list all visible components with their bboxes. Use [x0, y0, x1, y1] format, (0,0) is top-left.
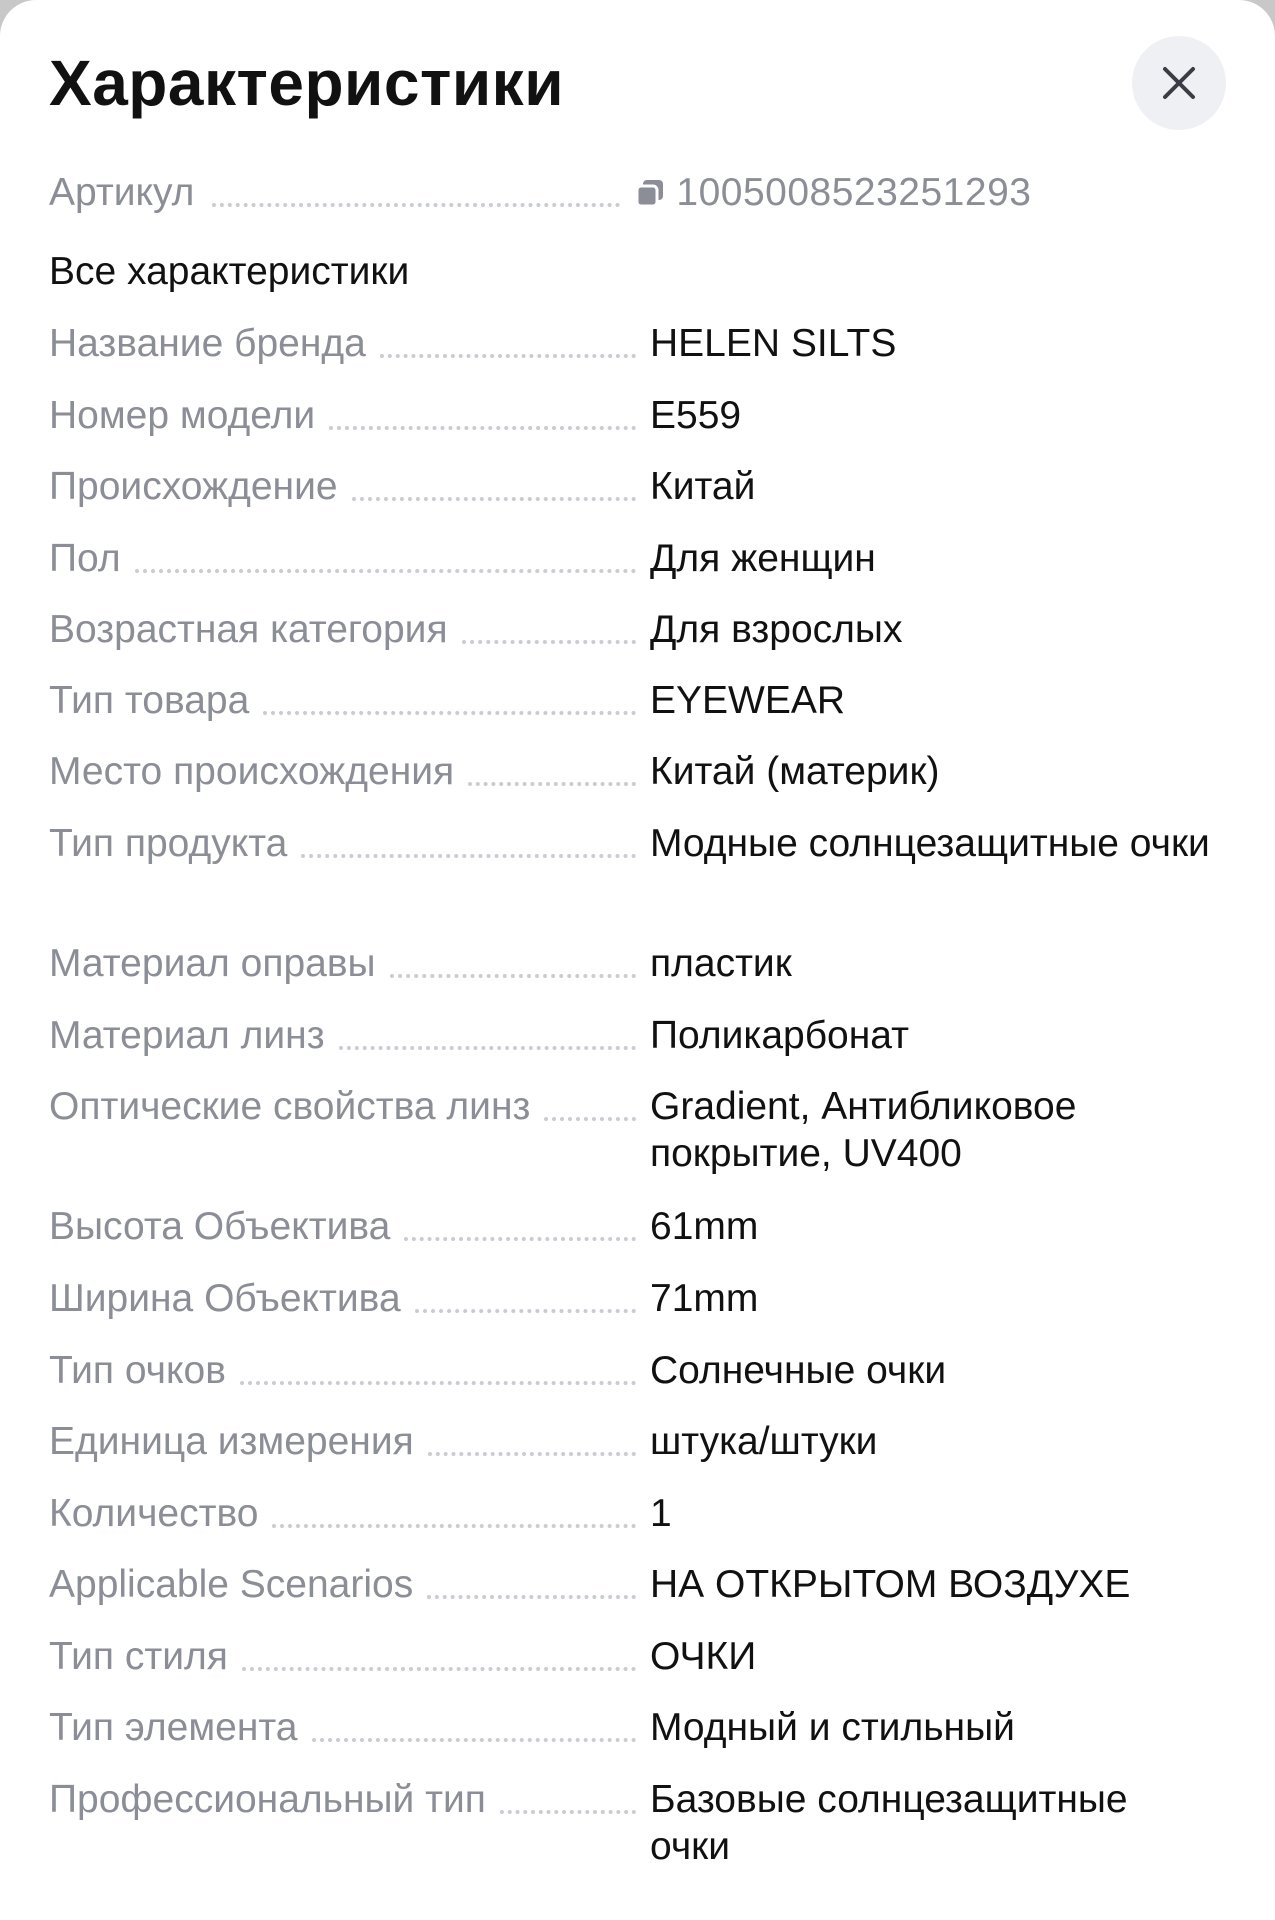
spec-value: 1	[650, 1492, 672, 1535]
spec-label: Оптические свойства линз	[49, 1085, 531, 1128]
spec-label-wrap	[49, 1559, 636, 1611]
spec-label: Единица измерения	[49, 1420, 414, 1463]
spec-label: Название бренда	[49, 322, 366, 365]
spec-label: Applicable Scenarios	[49, 1563, 414, 1606]
spec-label-wrap	[49, 818, 636, 870]
spec-label-wrap	[49, 1081, 636, 1133]
dot-leader	[301, 852, 636, 858]
spec-label-wrap	[49, 1702, 636, 1754]
dot-leader	[380, 352, 636, 358]
spec-value: Модные солнцезащитные очки	[650, 822, 1210, 865]
spec-label-wrap	[49, 533, 636, 585]
spec-label: Происхождение	[49, 465, 338, 508]
page-title: Характеристики	[49, 47, 565, 119]
spec-label-wrap	[49, 461, 636, 513]
spec-label-wrap	[49, 604, 636, 656]
spec-label: Ширина Объектива	[49, 1277, 401, 1320]
dot-leader	[312, 1736, 637, 1742]
dot-leader	[329, 424, 636, 430]
spec-value: Китай	[650, 465, 756, 508]
spec-label-wrap	[49, 1345, 636, 1397]
spec-label-wrap	[49, 1631, 636, 1683]
spec-label: Тип товара	[49, 679, 250, 722]
spec-label: Материал линз	[49, 1014, 325, 1057]
spec-label-wrap	[49, 1201, 636, 1253]
spec-value: EYEWEAR	[650, 679, 846, 722]
spec-label-wrap	[49, 1774, 636, 1826]
dot-leader	[390, 972, 636, 978]
dot-leader	[544, 1115, 636, 1121]
spec-value: Поликарбонат	[650, 1014, 909, 1057]
spec-value: Для взрослых	[650, 608, 903, 651]
spec-label: Тип элемента	[49, 1706, 298, 1749]
spec-value: 71mm	[650, 1277, 759, 1320]
spec-value: HELEN SILTS	[650, 322, 897, 365]
spec-label: Профессиональный тип	[49, 1778, 486, 1821]
dot-leader	[352, 495, 636, 501]
spec-label-wrap	[49, 1488, 636, 1540]
dot-leader	[212, 199, 620, 207]
spec-label: Материал оправы	[49, 942, 376, 985]
spec-label: Высота Объектива	[49, 1205, 391, 1248]
spec-label: Номер модели	[49, 394, 316, 437]
spec-label-wrap	[49, 675, 636, 727]
spec-value: Солнечные очки	[650, 1349, 947, 1392]
dot-leader	[339, 1044, 636, 1050]
spec-label: Пол	[49, 537, 121, 580]
dot-leader	[242, 1665, 636, 1671]
spec-value: Китай (материк)	[650, 750, 940, 793]
spec-label: Тип продукта	[49, 822, 288, 865]
dot-leader	[462, 638, 636, 644]
spec-label-wrap	[49, 1010, 636, 1062]
spec-label-wrap	[49, 318, 636, 370]
spec-label-wrap	[49, 746, 636, 798]
dot-leader	[404, 1235, 636, 1241]
dot-leader	[428, 1450, 636, 1456]
dot-leader	[263, 709, 636, 715]
section-heading: Все характеристики	[49, 250, 410, 293]
dot-leader	[415, 1307, 636, 1313]
spec-value: Базовые солнцезащитные очки	[650, 1778, 1128, 1868]
spec-label: Место происхождения	[49, 750, 455, 793]
spec-value: ОЧКИ	[650, 1635, 757, 1678]
dot-leader	[240, 1379, 636, 1385]
dot-leader	[500, 1808, 636, 1814]
sku-row	[49, 165, 1229, 221]
dot-leader	[468, 780, 636, 786]
spec-value: Gradient, Антибликовое покрытие, UV400	[650, 1085, 1077, 1175]
sku-label: Артикул	[49, 171, 195, 214]
spec-label: Возрастная категория	[49, 608, 448, 651]
spec-label-wrap	[49, 938, 636, 990]
sku-value[interactable]: 1005008523251293	[676, 171, 1032, 214]
spec-value: 61mm	[650, 1205, 759, 1248]
spec-value: E559	[650, 394, 742, 437]
spec-label: Тип стиля	[49, 1635, 228, 1678]
spec-value: Модный и стильный	[650, 1706, 1015, 1749]
spec-value: Для женщин	[650, 537, 876, 580]
close-button[interactable]	[1132, 36, 1226, 130]
spec-label-wrap	[49, 1273, 636, 1325]
dot-leader	[272, 1522, 636, 1528]
close-icon	[1159, 63, 1199, 103]
spec-value: НА ОТКРЫТОМ ВОЗДУХЕ	[650, 1563, 1131, 1606]
spec-label-wrap	[49, 390, 636, 442]
spec-label-wrap	[49, 1416, 636, 1468]
copy-icon[interactable]	[634, 177, 666, 209]
spec-label: Тип очков	[49, 1349, 226, 1392]
dot-leader	[135, 567, 636, 573]
dot-leader	[427, 1593, 636, 1599]
spec-value: штука/штуки	[650, 1420, 878, 1463]
spec-value: пластик	[650, 942, 792, 985]
spec-label: Количество	[49, 1492, 259, 1535]
